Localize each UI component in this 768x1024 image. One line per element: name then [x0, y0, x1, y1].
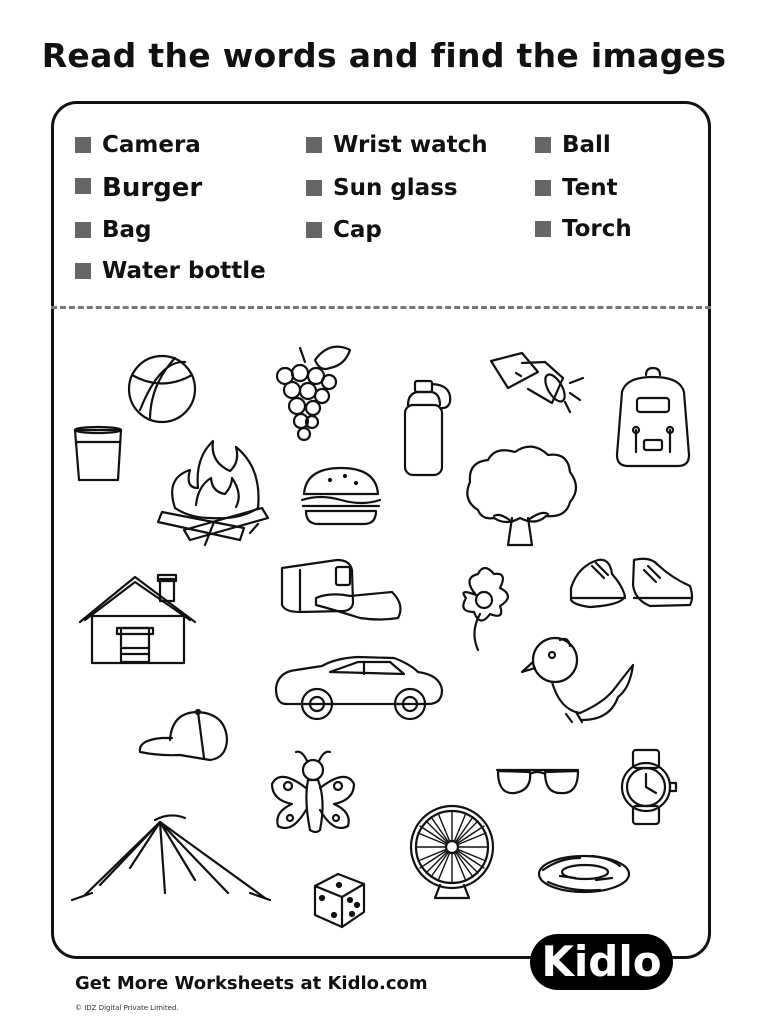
word-label: Torch	[562, 216, 632, 242]
word-label: Water bottle	[102, 258, 266, 284]
house-icon	[80, 575, 195, 663]
copyright-text: © IDZ Digital Private Limited.	[75, 1004, 179, 1012]
kidlo-logo: Kidlo	[530, 934, 673, 990]
tent-icon	[72, 815, 270, 900]
word-label: Burger	[102, 173, 203, 203]
torch-icon	[491, 353, 583, 412]
word-label: Wrist watch	[333, 132, 488, 158]
word-label: Cap	[333, 217, 382, 243]
footer-text: Get More Worksheets at Kidlo.com	[75, 973, 428, 994]
page-title: Read the words and find the images	[41, 36, 727, 75]
ball-icon	[129, 356, 195, 422]
word-label: Bag	[102, 217, 152, 243]
wrist-watch-icon	[622, 750, 676, 824]
glass-icon	[75, 427, 121, 480]
tree-icon	[467, 447, 576, 545]
sunglasses-icon	[497, 770, 578, 793]
grapes-icon	[277, 347, 350, 440]
word-label: Tent	[562, 175, 618, 201]
dice-icon	[315, 874, 364, 927]
word-label: Camera	[102, 132, 201, 158]
bird-icon	[522, 638, 633, 722]
backpack-icon	[617, 368, 689, 466]
car-icon	[276, 657, 442, 719]
camera-icon	[282, 560, 400, 620]
word-label: Sun glass	[333, 175, 458, 201]
fan-icon	[411, 806, 493, 898]
burger-icon	[302, 468, 380, 524]
campfire-icon	[158, 441, 268, 545]
cap-icon	[140, 710, 227, 760]
word-label: Ball	[562, 132, 611, 158]
nest-icon	[539, 856, 629, 892]
butterfly-icon	[272, 752, 354, 832]
shoes-icon	[571, 559, 692, 607]
flower-icon	[463, 568, 508, 650]
water-bottle-icon	[405, 381, 450, 475]
